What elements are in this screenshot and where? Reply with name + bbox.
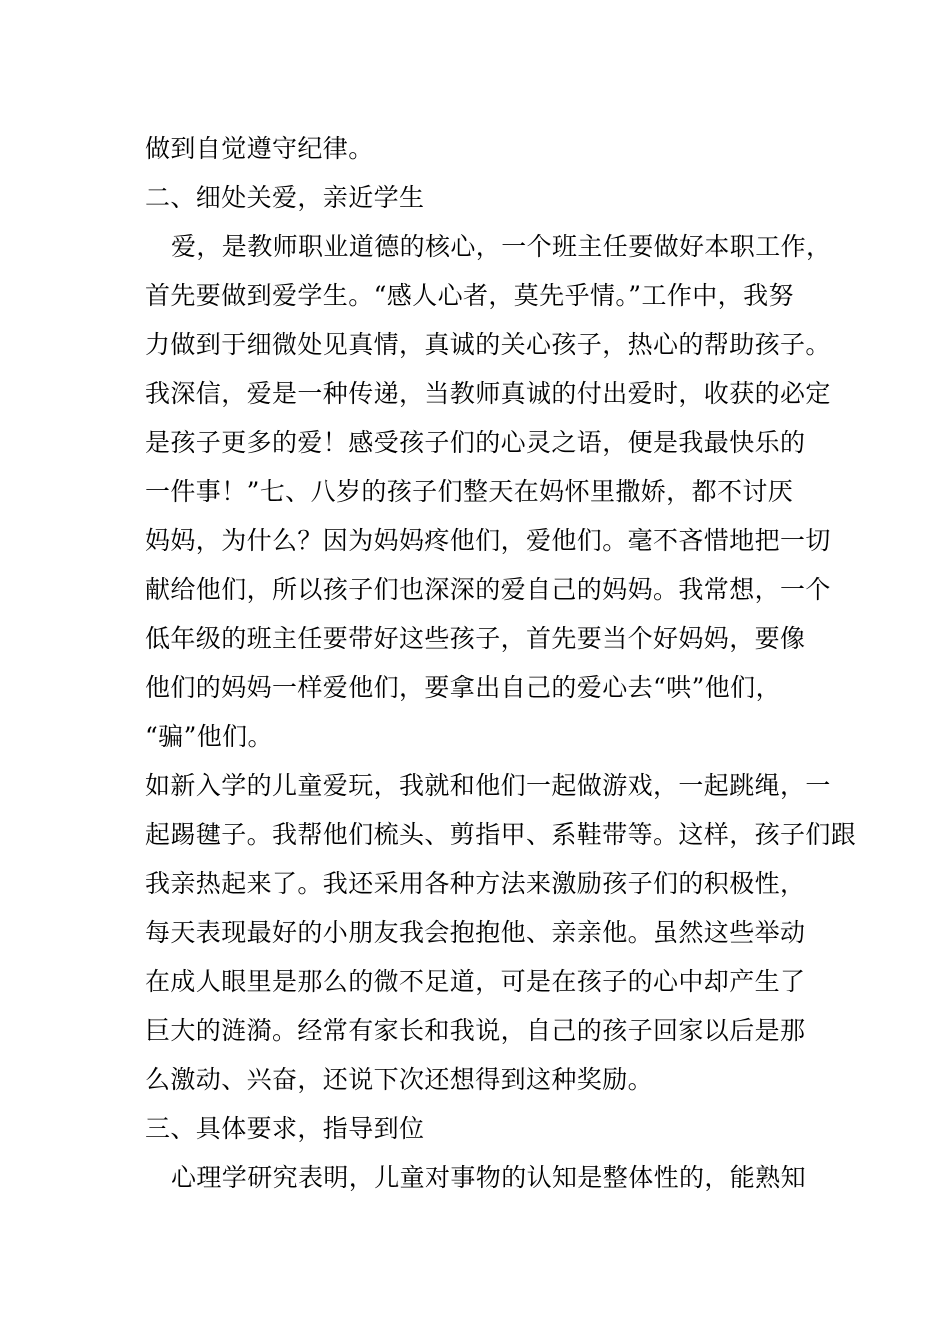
text-line: 力做到于细微处见真情，真诚的关心孩子，热心的帮助孩子。 [145,330,831,359]
text-line: 我深信，爱是一种传递，当教师真诚的付出爱时，收获的必定 [145,379,831,408]
text-line: 献给他们，所以孩子们也深深的爱自己的妈妈。我常想，一个 [145,575,831,604]
text-line: 巨大的涟漪。经常有家长和我说，自己的孩子回家以后是那 [145,1016,806,1045]
text-line: 他们的妈妈一样爱他们，要拿出自己的爱心去“哄”他们， [145,673,781,702]
text-line: 爱，是教师职业道德的核心，一个班主任要做好本职工作， [171,232,832,261]
text-line: 如新入学的儿童爱玩，我就和他们一起做游戏，一起跳绳，一 [145,771,831,800]
text-line: 我亲热起来了。我还采用各种方法来激励孩子们的积极性， [145,869,806,898]
document-page [145,124,857,1202]
text-line: 低年级的班主任要带好这些孩子，首先要当个好妈妈，要像 [145,624,806,653]
text-line: 做到自觉遵守纪律。 [145,134,374,163]
text-line: 心理学研究表明，儿童对事物的认知是整体性的，能熟知 [171,1163,807,1192]
text-line: “骗”他们。 [145,722,273,751]
section-heading: 三、具体要求，指导到位 [145,1114,425,1143]
text-line: 是孩子更多的爱！感受孩子们的心灵之语，便是我最快乐的 [145,428,806,457]
text-line: 在成人眼里是那么的微不足道，可是在孩子的心中却产生了 [145,967,806,996]
text-line: 首先要做到爱学生。“感人心者，莫先乎情。”工作中，我努 [145,281,794,310]
text-line: 每天表现最好的小朋友我会抱抱他、亲亲他。虽然这些举动 [145,918,806,947]
text-line: 妈妈，为什么？因为妈妈疼他们，爱他们。毫不吝惜地把一切 [145,526,831,555]
text-line: 一件事！”七、八岁的孩子们整天在妈怀里撒娇，都不讨厌 [145,477,794,506]
text-line: 起踢毽子。我帮他们梳头、剪指甲、系鞋带等。这样，孩子们跟 [145,820,857,849]
section-heading: 二、细处关爱，亲近学生 [145,183,425,212]
text-line: 么激动、兴奋，还说下次还想得到这种奖励。 [145,1065,654,1094]
